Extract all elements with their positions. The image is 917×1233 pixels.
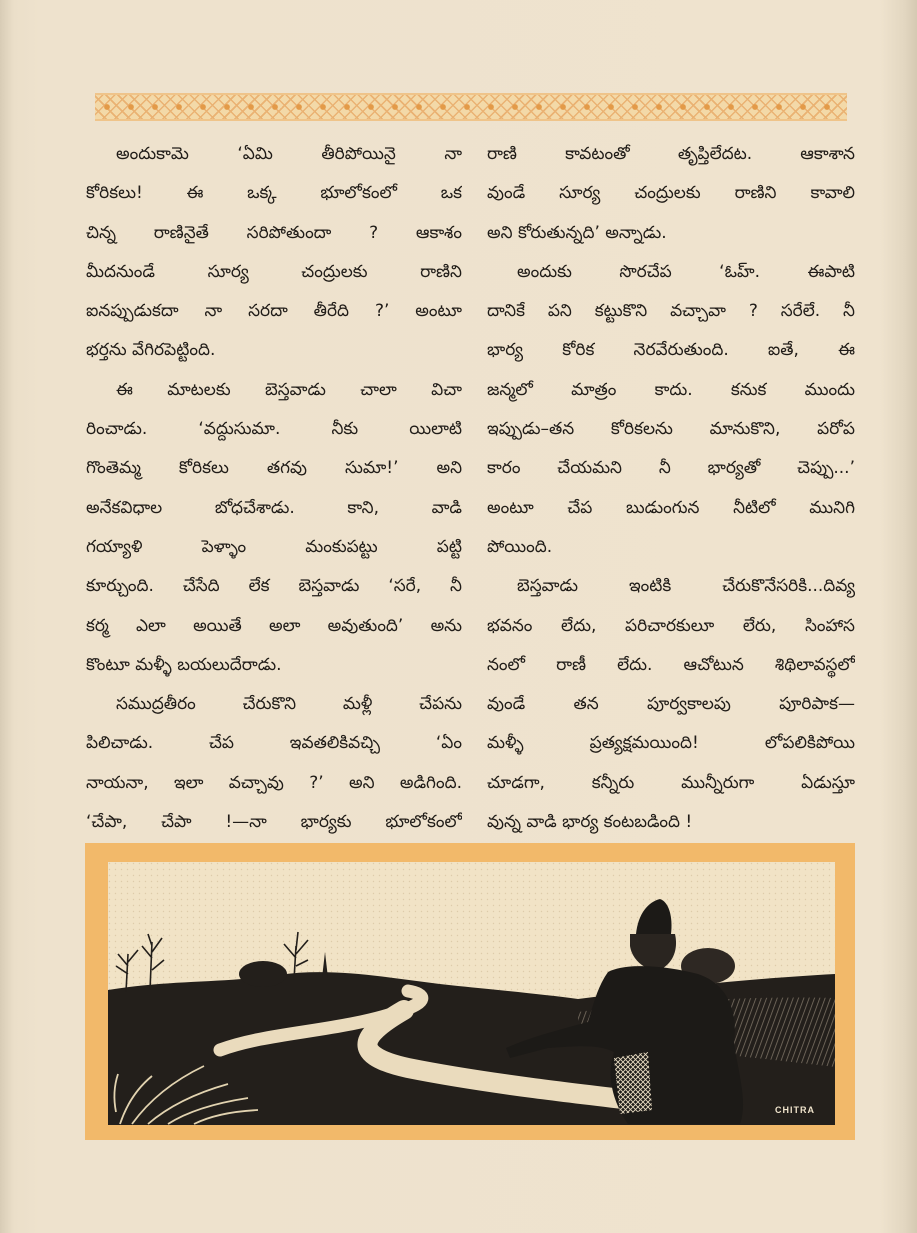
illustration-frame xyxy=(85,843,855,1140)
text-line: ఐనప్పుడుకదా నా సరదా తీరేది ?’ అంటూ xyxy=(86,301,462,322)
paragraph xyxy=(487,135,855,253)
text-line: కారం చేయమని నీ భార్యతో చెప్పు...’ xyxy=(487,458,855,479)
text-line: జన్మలో మాత్రం కాదు. కనుక ముందు xyxy=(487,379,855,400)
text-line: మీదనుండే సూర్య చంద్రులకు రాణిని xyxy=(86,261,462,282)
text-line: అందుకు సొరచేప ‘ఓహ్. ఈపాటి xyxy=(517,261,855,282)
fisherman-landscape-drawing xyxy=(108,862,835,1125)
text-line: అంటూ చేప బుడుంగున నీటిలో మునిగి xyxy=(487,497,855,518)
text-line: వుండే సూర్య చంద్రులకు రాణిని కావాలి xyxy=(487,183,855,204)
text-line: చిన్న రాణినైతే సరిపోతుందా ? ఆకాశం xyxy=(86,222,462,243)
text-line: ఇప్పుడు–తన కోరికలను మానుకొని, పరోప xyxy=(487,419,855,440)
text-line: గొంతెమ్మ కోరికలు తగవు సుమా!’ అని xyxy=(86,458,462,479)
text-line: కోరికలు! ఈ ఒక్క భూలోకంలో ఒక xyxy=(86,183,462,204)
fishing-net xyxy=(614,1052,652,1114)
text-line: అందుకామె ‘ఏమి తీరిపోయినై నా xyxy=(116,144,462,164)
paragraph xyxy=(86,685,462,842)
paragraph xyxy=(487,253,855,567)
text-line: భార్య కోరిక నెరవేరుతుంది. ఐతే, ఈ xyxy=(487,340,855,361)
text-line: నాయనా, ఇలా వచ్చావు ?’ అని అడిగింది. xyxy=(86,772,462,793)
illustration xyxy=(108,862,835,1125)
text-line: దానికే పని కట్టుకొని వచ్చావా ? సరేలే. నీ xyxy=(487,301,855,322)
decorative-border-band xyxy=(95,93,847,121)
text-line: ఈ మాటలకు బెస్తవాడు చాలా విచా xyxy=(116,379,462,400)
text-line: సముద్రతీరం చేరుకొని మళ్లీ చేపను xyxy=(116,694,462,715)
text-line: మళ్ళీ ప్రత్యక్షమయింది! లోపలికిపోయి xyxy=(487,733,855,754)
text-line: గయ్యాళి పెళ్ళాం మంకుపట్టు పట్టి xyxy=(86,536,462,557)
text-line: చూడగా, కన్నీరు మున్నీరుగా ఏడుస్తూ xyxy=(487,772,855,793)
text-line: భర్తను వేగిరపెట్టింది. xyxy=(86,340,216,361)
artist-signature: CHITRA xyxy=(775,1105,815,1115)
text-line: పిలిచాడు. చేప ఇవతలికివచ్చి ‘ఏం xyxy=(86,733,462,754)
text-line: ‘చేపా, చేపా !—నా భార్యకు భూలోకంలో xyxy=(86,812,462,833)
text-line: అని కోరుతున్నది’ అన్నాడు. xyxy=(487,222,667,243)
text-column-left xyxy=(86,135,462,842)
text-line: వుండే తన పూర్వకాలపు పూరిపాక— xyxy=(487,694,855,715)
text-line: పోయింది. xyxy=(487,536,553,557)
paragraph xyxy=(86,371,462,685)
text-line: రాణి కావటంతో తృప్తిలేదట. ఆకాశాన xyxy=(487,144,855,164)
text-line: అనేకవిధాల బోధచేశాడు. కాని, వాడి xyxy=(86,497,462,518)
text-column-right xyxy=(487,135,855,842)
text-line: కర్మ ఎలా అయితే అలా అవుతుంది’ అను xyxy=(86,615,462,636)
text-line: కొంటూ మళ్ళీ బయలుదేరాడు. xyxy=(86,654,282,675)
text-line: కూర్చుంది. చేసేది లేక బెస్తవాడు ‘సరే, నీ xyxy=(86,576,462,597)
paragraph xyxy=(86,135,462,371)
text-line: భవనం లేదు, పరిచారకులూ లేరు, సింహాస xyxy=(487,615,855,636)
hut xyxy=(239,961,287,987)
paragraph xyxy=(487,567,855,842)
text-line: వున్న వాడి భార్య కంటబడింది ! xyxy=(487,812,693,833)
text-line: నంలో రాణీ లేదు. ఆచోటున శిథిలావస్థలో xyxy=(487,654,855,675)
text-line: బెస్తవాడు ఇంటికి చేరుకొనేసరికి...దివ్య xyxy=(517,576,855,597)
text-line: రించాడు. ‘వద్దుసుమా. నీకు యిలాటి xyxy=(86,419,462,440)
